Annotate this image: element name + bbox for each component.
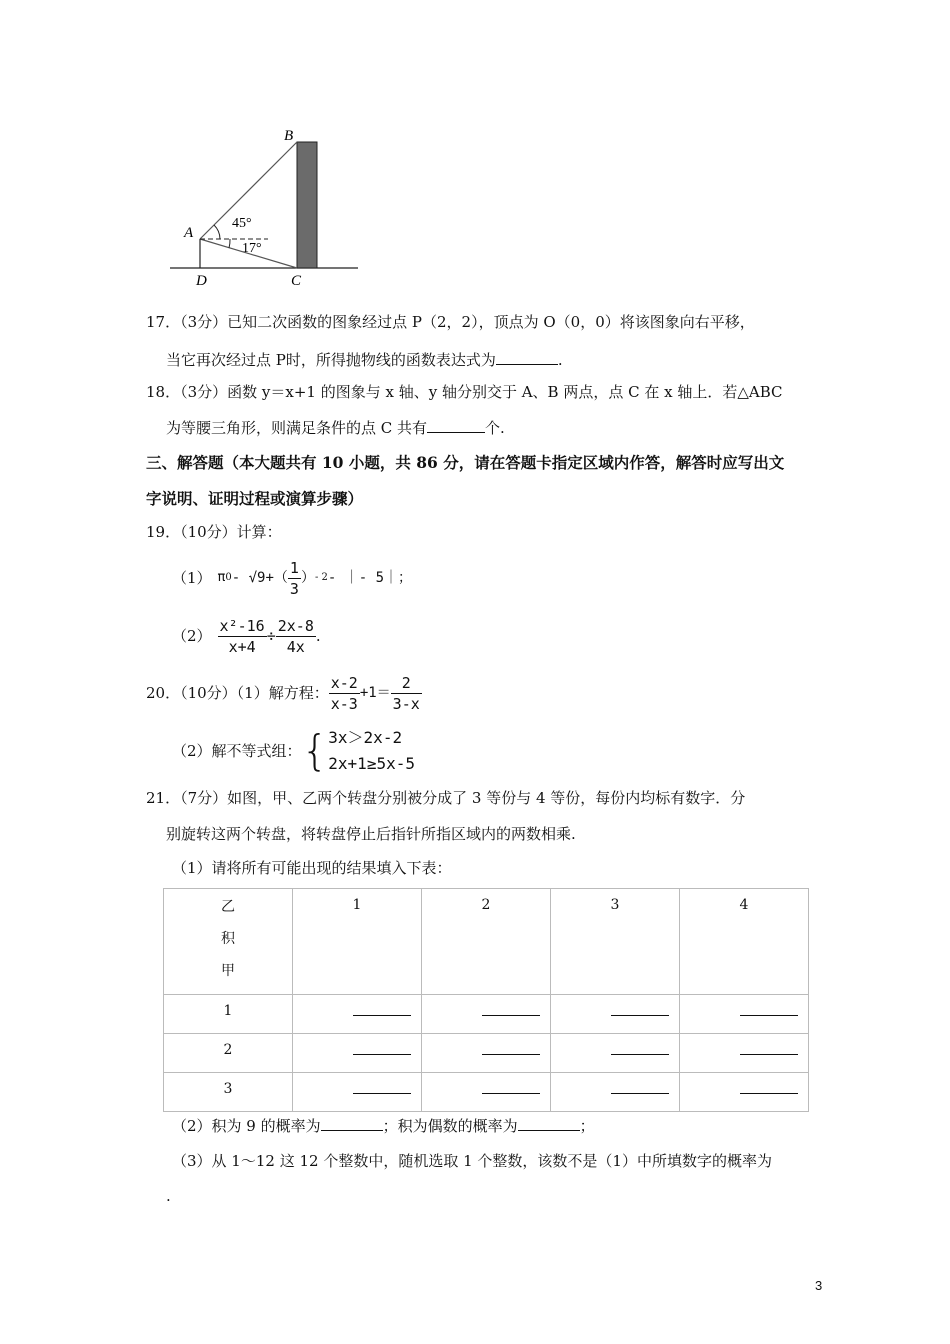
q20-part2 bbox=[172, 724, 415, 778]
answer-blank[interactable] bbox=[740, 1054, 798, 1055]
section3-heading-line1: 三、解答题（本大题共有 10 小题，共 86 分，请在答题卡指定区域内作答，解答时应写出文 bbox=[146, 453, 785, 472]
answer-blank[interactable] bbox=[353, 1015, 411, 1016]
table-cell[interactable] bbox=[551, 1034, 680, 1073]
q19-p1-frac bbox=[288, 558, 301, 599]
table-cell[interactable] bbox=[293, 1034, 422, 1073]
q19-p2-end: . bbox=[315, 627, 321, 645]
q21-p2-mid: ；积为偶数的概率为 bbox=[382, 1117, 518, 1135]
table-cell[interactable] bbox=[680, 995, 809, 1034]
q19-p2-num2: 2x-8 bbox=[277, 616, 314, 635]
table-cell[interactable] bbox=[551, 1073, 680, 1112]
q19-p1-num: 1 bbox=[289, 558, 299, 577]
table-cell[interactable] bbox=[422, 995, 551, 1034]
q19-p2-frac2 bbox=[276, 616, 316, 657]
corner-label-jia: 甲 bbox=[221, 963, 235, 979]
label-d: D bbox=[196, 273, 207, 289]
answer-blank[interactable] bbox=[611, 1093, 669, 1094]
table-cell[interactable] bbox=[680, 1034, 809, 1073]
page-number: 3 bbox=[815, 1278, 823, 1293]
q19-p1-d: - ｜- 5｜； bbox=[327, 570, 413, 586]
label-c: C bbox=[291, 273, 302, 289]
building bbox=[297, 142, 317, 268]
q20-ineq2: 2x+1≥5x-5 bbox=[328, 754, 415, 773]
q17-line1: 17．（3分）已知二次函数的图象经过点 P（2，2），顶点为 O（0，0）将该图象向右平移， bbox=[146, 313, 755, 331]
q18-answer-blank[interactable] bbox=[427, 418, 485, 433]
table-header-row bbox=[164, 889, 809, 995]
answer-blank[interactable] bbox=[353, 1054, 411, 1055]
results-table bbox=[163, 888, 809, 1112]
q21-p2-blank2[interactable] bbox=[518, 1116, 580, 1131]
corner-label-yi: 乙 bbox=[221, 899, 235, 915]
col-header-3: 3 bbox=[551, 889, 680, 995]
left-brace-icon: { bbox=[301, 726, 329, 775]
q19-p1-pi: π bbox=[217, 570, 226, 585]
q20-den1: x-3 bbox=[330, 694, 358, 713]
answer-blank[interactable] bbox=[740, 1015, 798, 1016]
geometry-figure bbox=[160, 120, 370, 290]
q19-p2-prefix: （2） bbox=[172, 627, 212, 645]
q20-part1 bbox=[146, 670, 422, 716]
q20-frac1 bbox=[329, 673, 360, 714]
table-cell[interactable] bbox=[293, 995, 422, 1034]
answer-blank[interactable] bbox=[482, 1054, 540, 1055]
table-row bbox=[164, 1034, 809, 1073]
q19-p1-supm2: - 2 bbox=[314, 572, 328, 583]
q17-line2 bbox=[166, 350, 563, 370]
q21-p2-text: （2）积为 9 的概率为 bbox=[172, 1117, 321, 1135]
q18-line2-end: 个. bbox=[485, 419, 505, 437]
q19-part1 bbox=[172, 556, 412, 600]
answer-blank[interactable] bbox=[740, 1093, 798, 1094]
answer-blank[interactable] bbox=[482, 1093, 540, 1094]
answer-blank[interactable] bbox=[353, 1093, 411, 1094]
table-row bbox=[164, 995, 809, 1034]
q19-p2-den2: 4x bbox=[286, 637, 305, 656]
q20-frac2 bbox=[391, 673, 422, 714]
q19-p2-den1: x+4 bbox=[228, 637, 256, 656]
q17-answer-blank[interactable] bbox=[496, 350, 558, 365]
q21-part3-end: . bbox=[166, 1187, 171, 1205]
q20-mid: +1＝ bbox=[359, 685, 391, 701]
corner-label-ji: 积 bbox=[221, 931, 235, 947]
answer-blank[interactable] bbox=[611, 1015, 669, 1016]
col-header-4: 4 bbox=[680, 889, 809, 995]
q19-p1-c: ） bbox=[300, 570, 315, 586]
q21-p2-blank1[interactable] bbox=[321, 1116, 383, 1131]
col-header-2: 2 bbox=[422, 889, 551, 995]
angle-label-lower: 17° bbox=[242, 241, 262, 256]
table-corner-cell bbox=[164, 889, 293, 995]
table-cell[interactable] bbox=[422, 1034, 551, 1073]
q21-part2 bbox=[172, 1116, 595, 1136]
section3-heading-line2: 字说明、证明过程或演算步骤） bbox=[146, 489, 364, 508]
row-header-2: 2 bbox=[164, 1034, 293, 1073]
q19-p1-b: - √9+（ bbox=[231, 570, 288, 586]
q21-part1: （1）请将所有可能出现的结果填入下表： bbox=[172, 859, 452, 877]
row-header-1: 1 bbox=[164, 995, 293, 1034]
q18-line1: 18．（3分）函数 y＝x+1 的图象与 x 轴、y 轴分别交于 A、B 两点，点 C 在 x 轴上．若△ABC bbox=[146, 383, 783, 401]
table-cell[interactable] bbox=[551, 995, 680, 1034]
col-header-1: 1 bbox=[293, 889, 422, 995]
q20-num1: x-2 bbox=[330, 673, 358, 692]
q19-part2 bbox=[172, 613, 321, 659]
q21-p2-end: ； bbox=[579, 1117, 595, 1135]
q20-p2-label: （2）解不等式组： bbox=[172, 742, 302, 760]
q17-line2-end: . bbox=[557, 351, 563, 369]
q21-part3: （3）从 1～12 这 12 个整数中，随机选取 1 个整数，该数不是（1）中所填数字的概率为 bbox=[172, 1152, 772, 1170]
q19-p2-div: ÷ bbox=[266, 627, 276, 645]
q19-p2-num1: x²-16 bbox=[219, 616, 265, 635]
q21-line2: 别旋转这两个转盘，将转盘停止后指针所指区域内的两数相乘. bbox=[166, 825, 576, 843]
q20-head: 20．（10分）（1）解方程： bbox=[146, 684, 329, 702]
table-cell[interactable] bbox=[680, 1073, 809, 1112]
q18-line2 bbox=[166, 418, 505, 438]
q20-inequality-system bbox=[328, 725, 415, 777]
q17-line2-text: 当它再次经过点 P时，所得抛物线的函数表达式为 bbox=[166, 351, 496, 369]
q20-num2: 2 bbox=[391, 673, 422, 694]
q19-p2-frac1 bbox=[218, 616, 267, 657]
angle-label-upper: 45° bbox=[232, 216, 252, 231]
row-header-3: 3 bbox=[164, 1073, 293, 1112]
label-b: B bbox=[284, 128, 294, 144]
table-cell[interactable] bbox=[293, 1073, 422, 1112]
q18-line2-text: 为等腰三角形，则满足条件的点 C 共有 bbox=[166, 419, 428, 437]
answer-blank[interactable] bbox=[611, 1054, 669, 1055]
q20-ineq1: 3x＞2x-2 bbox=[328, 728, 403, 747]
table-cell[interactable] bbox=[422, 1073, 551, 1112]
table-row bbox=[164, 1073, 809, 1112]
q19-p1-sup0: 0 bbox=[225, 572, 232, 583]
q19-head: 19．（10分）计算： bbox=[146, 523, 282, 541]
q19-p1-den: 3 bbox=[289, 579, 299, 598]
angle-arc-lower bbox=[229, 239, 230, 248]
q21-line1: 21．（7分）如图，甲、乙两个转盘分别被分成了 3 等份与 4 等份，每份内均标有数字．分 bbox=[146, 789, 746, 807]
q20-den2: 3-x bbox=[392, 694, 420, 713]
angle-arc-upper bbox=[214, 225, 220, 239]
answer-blank[interactable] bbox=[482, 1015, 540, 1016]
q19-p1-prefix: （1） bbox=[172, 569, 212, 587]
label-a: A bbox=[184, 225, 194, 241]
